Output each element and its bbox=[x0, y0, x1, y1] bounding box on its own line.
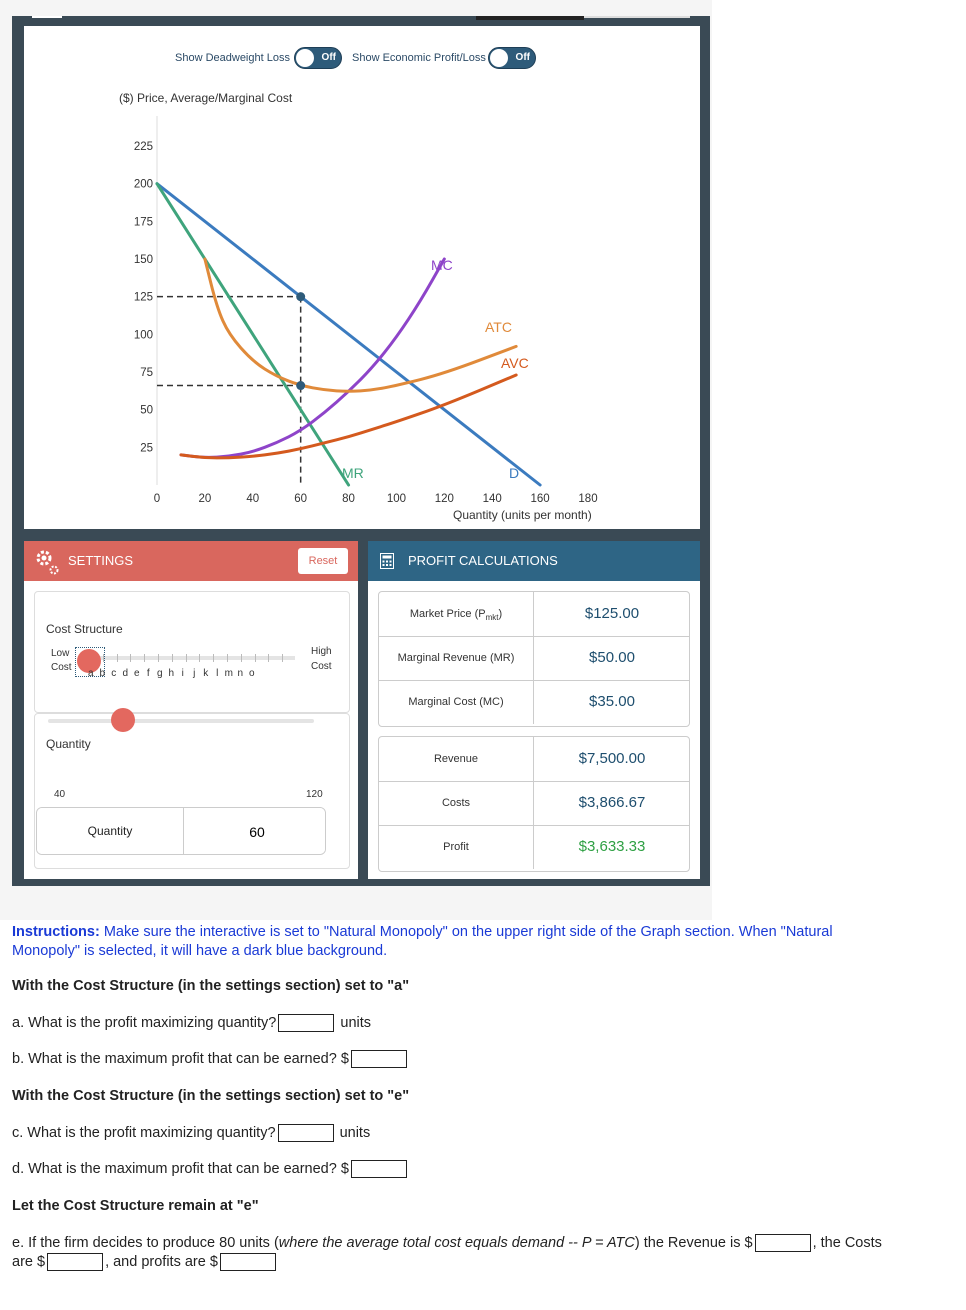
quantity-slider-track[interactable] bbox=[48, 719, 314, 723]
toggle-knob bbox=[490, 49, 508, 67]
answer-e-costs-input[interactable] bbox=[47, 1253, 103, 1271]
question-c-text: c. What is the profit maximizing quantity? bbox=[12, 1124, 276, 1141]
top-divider bbox=[584, 16, 690, 18]
cost-letter-f: f bbox=[146, 668, 150, 679]
quantity-input-label: Quantity bbox=[37, 808, 184, 854]
y-tick-label: 100 bbox=[133, 329, 153, 342]
cost-letter-a: a bbox=[87, 668, 94, 679]
y-tick-label: 175 bbox=[133, 216, 153, 229]
cost-letter-d: d bbox=[122, 668, 129, 679]
y-tick-label: 150 bbox=[133, 254, 153, 266]
cost-letter-e: e bbox=[133, 668, 140, 679]
question-e-italic: where the average total cost equals demand -- P = ATC bbox=[278, 1234, 635, 1251]
profit-calculations-panel bbox=[368, 541, 700, 879]
calc-label: Revenue bbox=[379, 737, 534, 781]
series-avc-label: AVC bbox=[501, 355, 529, 371]
deadweight-loss-label: Show Deadweight Loss bbox=[175, 52, 290, 64]
series-mr-label: MR bbox=[342, 465, 364, 481]
table-row bbox=[379, 825, 689, 869]
instructions-bold: Instructions: bbox=[12, 924, 100, 940]
cost-track-tick bbox=[158, 654, 159, 662]
y-tick-label: 75 bbox=[140, 367, 153, 379]
question-e-text-3: , the Costs bbox=[812, 1234, 882, 1251]
low-label: Low bbox=[51, 648, 70, 659]
section-heading-remain: Let the Cost Structure remain at "e" bbox=[12, 1198, 259, 1214]
y-tick-label: 50 bbox=[140, 404, 153, 417]
answer-b-input[interactable] bbox=[351, 1050, 407, 1068]
question-b bbox=[12, 1050, 409, 1068]
chart-point-marker bbox=[296, 381, 305, 390]
profit-title: PROFIT CALCULATIONS bbox=[408, 553, 558, 568]
answer-c-input[interactable] bbox=[278, 1124, 334, 1142]
cost-structure-letters bbox=[85, 668, 315, 679]
cost-track-tick bbox=[172, 654, 173, 662]
economic-profit-label: Show Economic Profit/Loss bbox=[352, 52, 486, 64]
y-tick-label: 25 bbox=[140, 442, 153, 455]
x-tick-label: 180 bbox=[578, 493, 598, 505]
settings-header bbox=[24, 541, 358, 581]
cost-letter-j: j bbox=[193, 668, 196, 679]
cost-structure-slider-track[interactable] bbox=[89, 656, 295, 660]
frame-corner bbox=[32, 16, 62, 18]
question-a-text: a. What is the profit maximizing quantity? bbox=[12, 1014, 277, 1031]
cost-letter-l: l bbox=[216, 668, 219, 679]
cost-track-tick bbox=[282, 654, 283, 662]
toggle-state: Off bbox=[515, 52, 530, 63]
table-row bbox=[379, 737, 689, 782]
y-tick-label: 225 bbox=[133, 141, 153, 153]
high-label: High bbox=[311, 646, 332, 657]
instructions-line-1 bbox=[12, 924, 833, 940]
economic-profit-toggle[interactable] bbox=[488, 47, 536, 69]
calculator-icon bbox=[380, 553, 394, 569]
toggle-state: Off bbox=[321, 52, 336, 63]
cost-letter-o: o bbox=[248, 668, 255, 679]
question-a bbox=[12, 1014, 371, 1032]
cost-letter-m: m bbox=[224, 668, 233, 679]
quantity-input[interactable] bbox=[185, 808, 326, 855]
series-mc-label: MC bbox=[431, 257, 453, 273]
cost-track-tick bbox=[144, 654, 145, 662]
quantity-max-label: 120 bbox=[306, 789, 323, 800]
question-e-line-2 bbox=[12, 1253, 278, 1271]
chart-point-marker bbox=[296, 292, 305, 301]
cost-structure-section bbox=[34, 591, 350, 713]
cost-letter-h: h bbox=[168, 668, 175, 679]
instructions-line-2: Monopoly" is selected, it will have a dark blue background. bbox=[12, 943, 388, 959]
cost-letter-c: c bbox=[111, 668, 117, 679]
question-e-line-1 bbox=[12, 1234, 882, 1252]
x-tick-label: 60 bbox=[294, 493, 308, 505]
question-b-text: b. What is the maximum profit that can be earned? $ bbox=[12, 1050, 349, 1067]
cost-track-tick bbox=[227, 654, 228, 662]
series-atc-label: ATC bbox=[485, 319, 512, 335]
calc-label: Marginal Cost (MC) bbox=[379, 680, 534, 724]
x-tick-label: 20 bbox=[198, 493, 212, 505]
series-d-label: D bbox=[509, 465, 520, 481]
low-cost-label: Cost bbox=[51, 662, 72, 673]
question-d bbox=[12, 1160, 409, 1178]
table-row bbox=[379, 636, 689, 681]
gear-icon bbox=[34, 546, 60, 576]
cost-letter-b: b bbox=[99, 668, 106, 679]
question-e-text: e. If the firm decides to produce 80 units ( bbox=[12, 1234, 279, 1251]
cost-track-tick bbox=[241, 654, 242, 662]
quantity-min-label: 40 bbox=[54, 789, 66, 800]
calc-label: Marginal Revenue (MR) bbox=[379, 636, 534, 680]
question-c bbox=[12, 1124, 370, 1142]
question-e-text-5: , and profits are $ bbox=[105, 1253, 218, 1270]
cost-track-tick bbox=[213, 654, 214, 662]
cost-letter-i: i bbox=[181, 668, 184, 679]
calc-value: $3,633.33 bbox=[578, 838, 646, 855]
settings-title: SETTINGS bbox=[68, 553, 134, 568]
x-tick-label: 120 bbox=[434, 493, 454, 505]
price-table bbox=[378, 591, 690, 727]
deadweight-loss-toggle[interactable] bbox=[294, 47, 342, 69]
cost-track-tick bbox=[199, 654, 200, 662]
calc-value: $50.00 bbox=[589, 649, 635, 666]
chart-svg bbox=[24, 26, 700, 529]
calc-value: $35.00 bbox=[589, 693, 635, 710]
calc-value: $7,500.00 bbox=[578, 750, 646, 767]
answer-d-input[interactable] bbox=[351, 1160, 407, 1178]
graph-panel bbox=[24, 26, 700, 529]
x-axis-title: Quantity (units per month) bbox=[453, 508, 592, 522]
profit-header bbox=[368, 541, 700, 581]
cost-structure-label: Cost Structure bbox=[46, 622, 123, 636]
y-tick-label: 200 bbox=[133, 178, 153, 191]
x-tick-label: 160 bbox=[530, 493, 550, 505]
quantity-section-label: Quantity bbox=[46, 737, 91, 751]
x-tick-label: 40 bbox=[246, 493, 260, 505]
calc-value: $3,866.67 bbox=[578, 794, 646, 811]
y-axis-title: ($) Price, Average/Marginal Cost bbox=[119, 91, 293, 105]
series-atc-line bbox=[205, 259, 516, 391]
table-row bbox=[379, 781, 689, 826]
settings-panel bbox=[24, 541, 358, 879]
x-tick-label: 100 bbox=[386, 493, 407, 505]
x-tick-label: 0 bbox=[153, 493, 161, 505]
answer-e-profit-input[interactable] bbox=[220, 1253, 276, 1271]
series-d-line bbox=[157, 184, 540, 485]
series-avc-line bbox=[181, 375, 516, 458]
calc-label: Market Price $(P_{mkt})$ bbox=[379, 592, 534, 636]
units-label: units bbox=[339, 1124, 371, 1141]
section-heading-e: With the Cost Structure (in the settings section) set to "e" bbox=[12, 1088, 410, 1104]
cost-track-tick bbox=[117, 654, 118, 662]
question-e-text-2: ) the Revenue is $ bbox=[634, 1234, 753, 1251]
cost-track-tick bbox=[186, 654, 187, 662]
cost-letter-k: k bbox=[203, 668, 209, 679]
table-row bbox=[379, 592, 689, 637]
question-d-text: d. What is the maximum profit that can be earned? $ bbox=[12, 1160, 349, 1177]
cost-track-tick bbox=[255, 654, 256, 662]
high-cost-label: Cost bbox=[311, 661, 332, 672]
x-tick-label: 80 bbox=[342, 493, 355, 505]
calc-label: Profit bbox=[379, 825, 534, 869]
cost-track-tick bbox=[268, 654, 269, 662]
cost-track-tick bbox=[130, 654, 131, 662]
y-tick-label: 125 bbox=[133, 291, 153, 304]
answer-a-input[interactable] bbox=[278, 1014, 334, 1032]
quantity-input-group bbox=[36, 807, 326, 855]
toggle-knob bbox=[296, 49, 314, 67]
instructions-text: Make sure the interactive is set to "Natural Monopoly" on the upper right side of the Graph section. When "Natural bbox=[99, 924, 833, 940]
question-e-text-4: are $ bbox=[12, 1253, 46, 1270]
x-tick-label: 140 bbox=[482, 493, 502, 505]
calc-label: Costs bbox=[379, 781, 534, 825]
reset-button[interactable]: Reset bbox=[298, 548, 348, 574]
units-label: units bbox=[340, 1014, 372, 1031]
top-tab-indicator bbox=[476, 16, 584, 20]
quantity-slider-handle[interactable] bbox=[111, 708, 135, 732]
cost-letter-n: n bbox=[237, 668, 244, 679]
series-mr-line bbox=[157, 184, 349, 485]
section-heading-a: With the Cost Structure (in the settings section) set to "a" bbox=[12, 978, 410, 994]
profit-table bbox=[378, 736, 690, 872]
answer-e-revenue-input[interactable] bbox=[755, 1234, 811, 1252]
table-row bbox=[379, 680, 689, 724]
cost-letter-g: g bbox=[156, 668, 163, 679]
calc-value: $125.00 bbox=[584, 605, 640, 622]
